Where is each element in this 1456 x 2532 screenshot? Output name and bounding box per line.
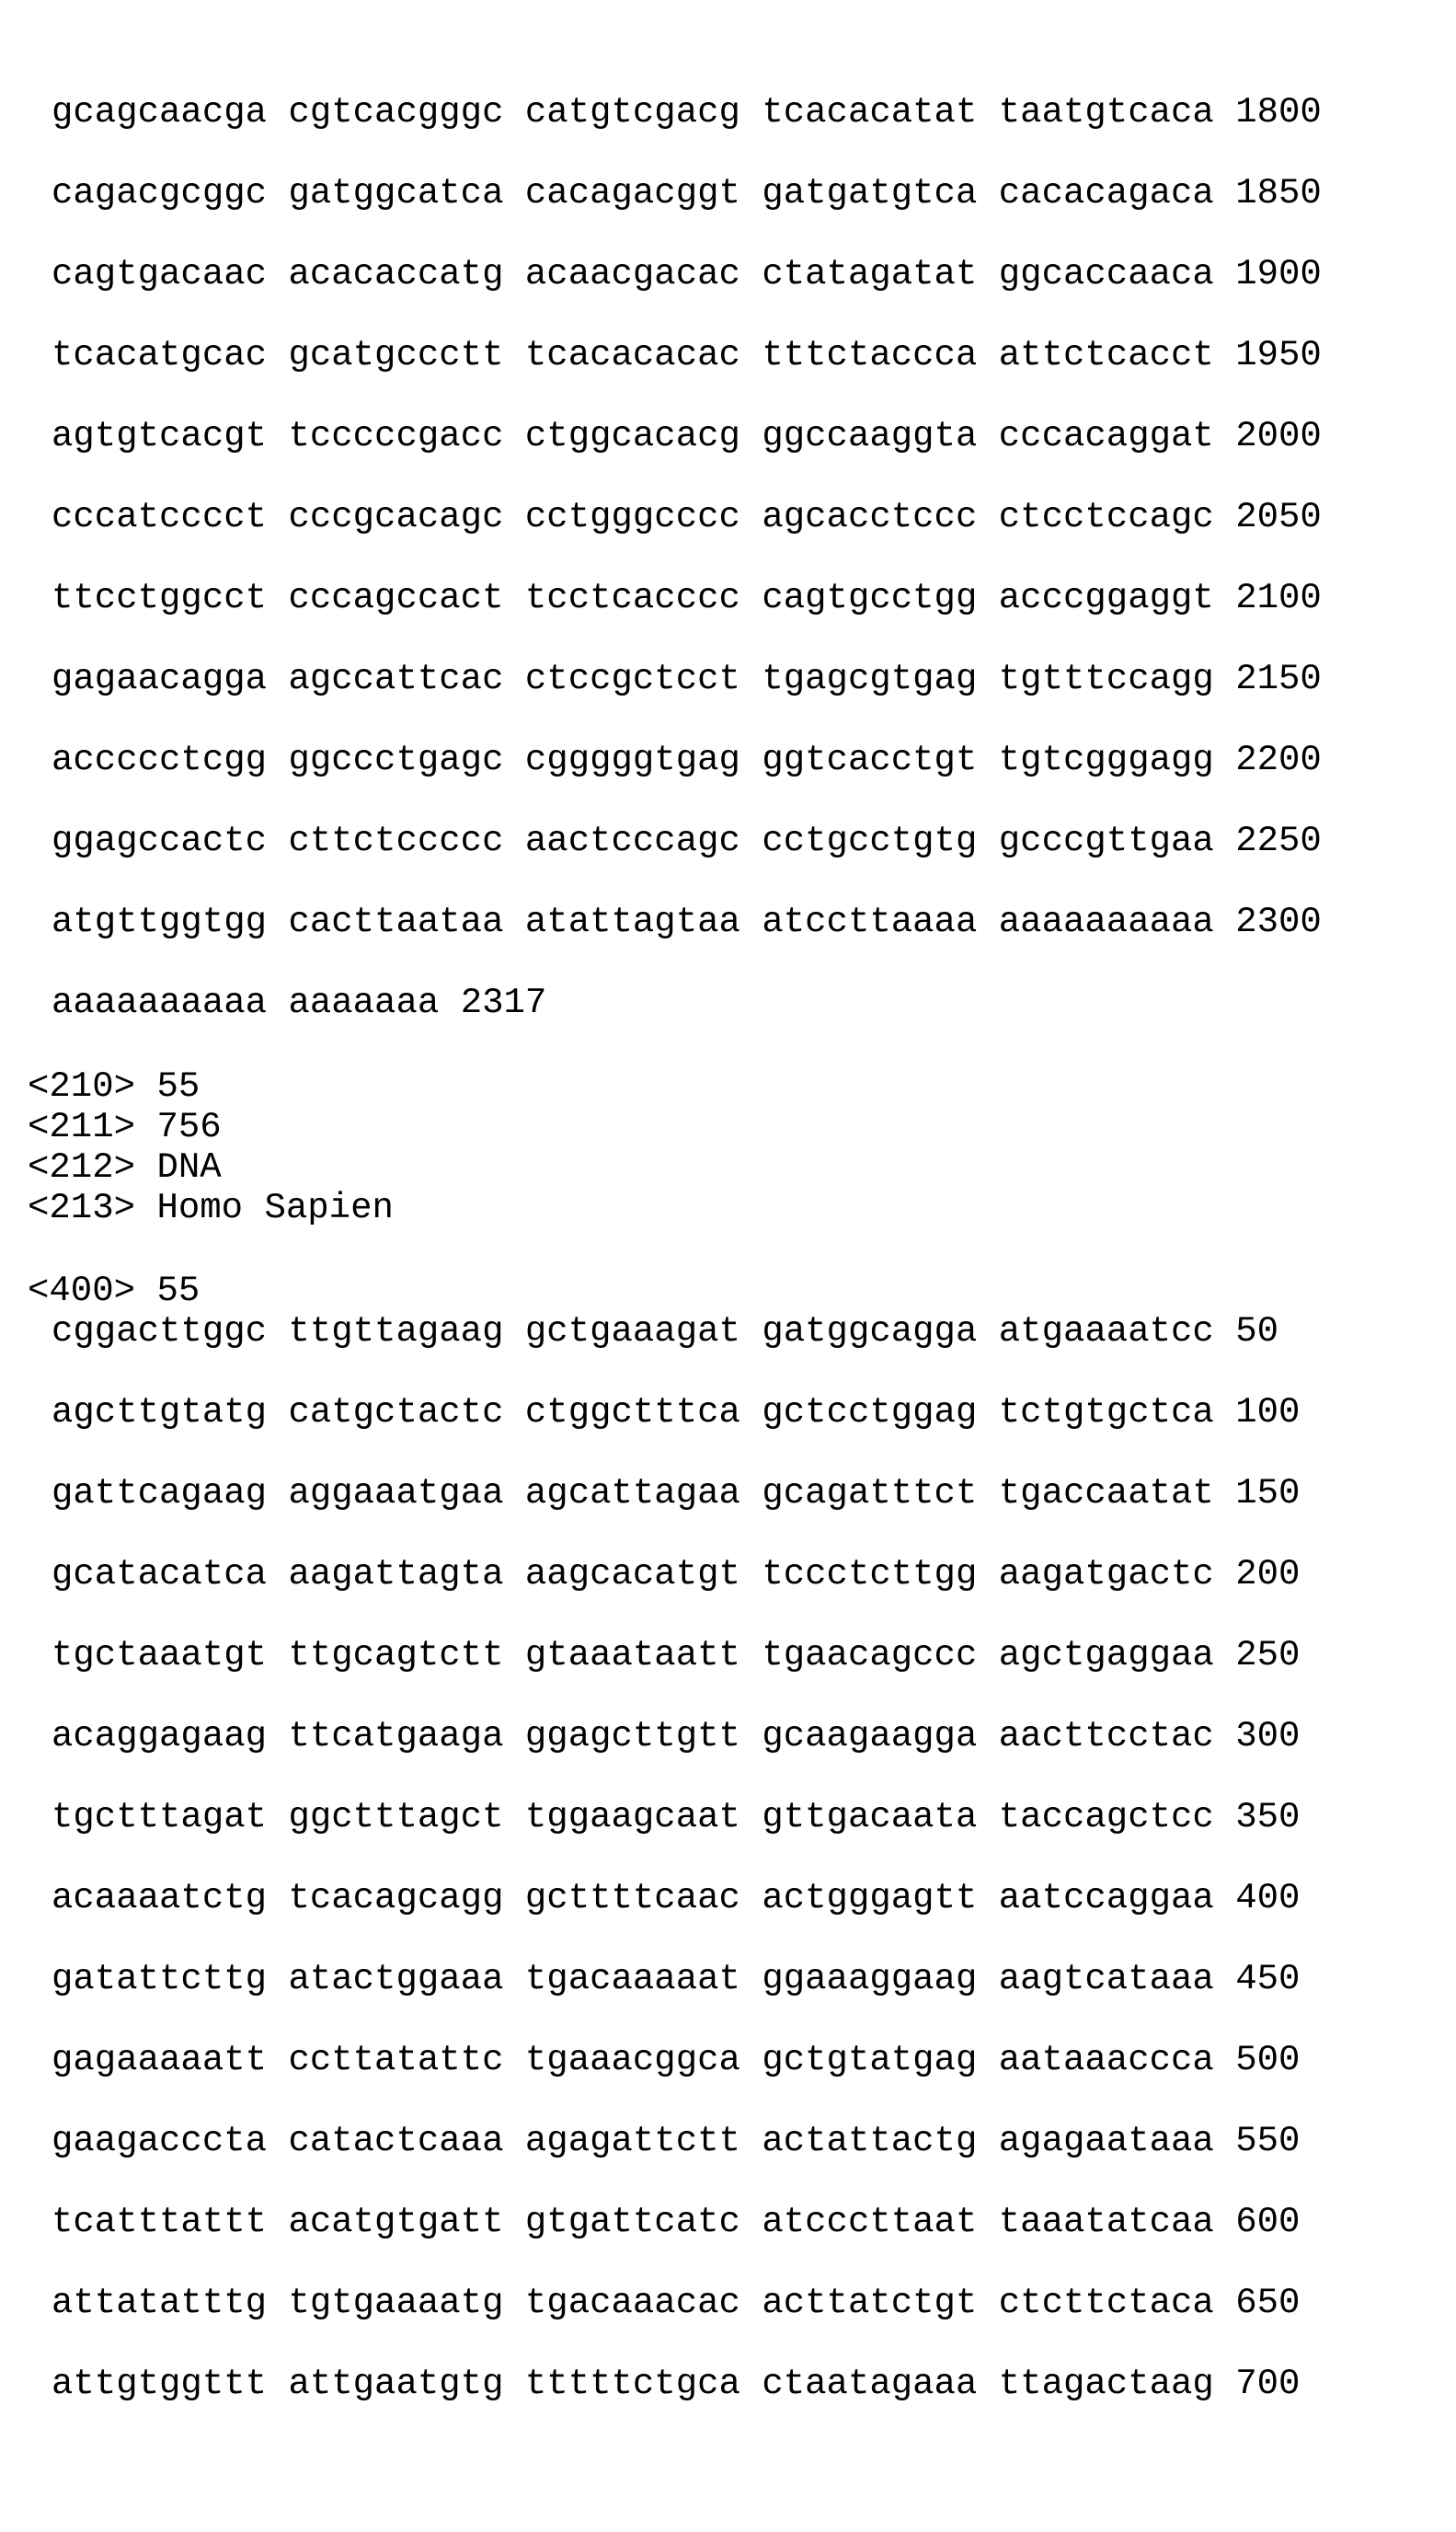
position-number: 2250	[1235, 821, 1322, 861]
field-tag: <400>	[28, 1271, 135, 1311]
sequence-text: gcatacatca aagattagta aagcacatgt tccctcttgg aagatgactc	[52, 1554, 1214, 1594]
sequence-text: ggagccactc cttctccccc aactcccagc cctgcctgtg gcccgttgaa	[52, 821, 1214, 861]
sequence-line	[52, 396, 1456, 477]
position-number: 2200	[1235, 740, 1322, 780]
sequence-line	[52, 1939, 1456, 2020]
sequence-line	[52, 1696, 1456, 1777]
sequence-text: aaaaaaaaaa aaaaaaa	[52, 983, 439, 1023]
sequence-line	[52, 72, 1456, 153]
sequence-text: tcatttattt acatgtgatt gtgattcatc atcccttaat taaatatcaa	[52, 2202, 1214, 2242]
sequence-text: tgctttagat ggctttagct tggaagcaat gttgacaata taccagctcc	[52, 1797, 1214, 1837]
position-number: 600	[1235, 2202, 1300, 2242]
position-number: 1800	[1235, 92, 1322, 132]
sequence-line	[52, 800, 1456, 881]
position-number: 700	[1235, 2364, 1300, 2404]
sequence-line	[52, 1615, 1456, 1696]
sequence-line	[52, 477, 1456, 558]
position-number: 2300	[1235, 902, 1322, 942]
sequence-text: tgctaaatgt ttgcagtctt gtaaataatt tgaacagccc agctgaggaa	[52, 1635, 1214, 1675]
field-tag: <210>	[28, 1066, 135, 1107]
sequence-line	[52, 639, 1456, 719]
field-tag: <213>	[28, 1188, 135, 1228]
sequence-line	[52, 719, 1456, 800]
sequence-text: attatatttg tgtgaaaatg tgacaaacac acttatctgt ctcttctaca	[52, 2283, 1214, 2323]
field-tag: <212>	[28, 1147, 135, 1188]
sequence-text: gattcagaag aggaaatgaa agcattagaa gcagatttct tgaccaatat	[52, 1473, 1214, 1513]
field-length	[28, 1107, 1456, 1147]
sequence-text: cagacgcggc gatggcatca cacagacggt gatgatgtca cacacagaca	[52, 173, 1214, 213]
sequence-text: gatattcttg atactggaaa tgacaaaaat ggaaaggaag aagtcataaa	[52, 1959, 1214, 1999]
position-number: 1900	[1235, 254, 1322, 294]
position-number: 350	[1235, 1797, 1300, 1837]
position-number: 2050	[1235, 497, 1322, 537]
position-number: 2100	[1235, 578, 1322, 618]
position-number: 1850	[1235, 173, 1322, 213]
sequence-line	[52, 881, 1456, 962]
position-number: 50	[1235, 1311, 1278, 1352]
position-number: 1950	[1235, 335, 1322, 375]
position-number: 2317	[461, 983, 547, 1023]
field-organism	[28, 1188, 1456, 1228]
sequence-text: gagaacagga agccattcac ctccgctcct tgagcgtgag tgtttccagg	[52, 659, 1214, 699]
sequence-text: gagaaaaatt ccttatattc tgaaacggca gctgtatgag aataaaccca	[52, 2040, 1214, 2080]
position-number: 200	[1235, 1554, 1300, 1594]
entry-metadata	[0, 1066, 1456, 1228]
position-number: 100	[1235, 1392, 1300, 1433]
position-number: 650	[1235, 2283, 1300, 2323]
sequence-line	[52, 2262, 1456, 2343]
sequence-line	[52, 153, 1456, 234]
sequence-text: cccatcccct cccgcacagc cctgggcccc agcacctccc ctcctccagc	[52, 497, 1214, 537]
sequence-line	[52, 1858, 1456, 1939]
sequence-line	[52, 1777, 1456, 1858]
sequence-text: acaaaatctg tcacagcagg gcttttcaac actgggagtt aatccaggaa	[52, 1878, 1214, 1918]
sequence-text: atgttggtgg cacttaataa atattagtaa atccttaaaa aaaaaaaaaa	[52, 902, 1214, 942]
sequence-line	[52, 1534, 1456, 1615]
sequence-line	[52, 2020, 1456, 2100]
field-tag: <211>	[28, 1107, 135, 1147]
sequence-line	[52, 962, 1456, 1043]
position-number: 550	[1235, 2121, 1300, 2161]
sequence-line	[52, 2181, 1456, 2262]
sequence-text: cggacttggc ttgttagaag gctgaaagat gatggcagga atgaaaatcc	[52, 1311, 1214, 1352]
sequence-line	[52, 2343, 1456, 2424]
position-number: 250	[1235, 1635, 1300, 1675]
sequence-text: ttcctggcct cccagccact tcctcacccc cagtgcctgg acccggaggt	[52, 578, 1214, 618]
sequence-text: attgtggttt attgaatgtg tttttctgca ctaatagaaa ttagactaag	[52, 2364, 1214, 2404]
sequence-text: agtgtcacgt tcccccgacc ctggcacacg ggccaaggta cccacaggat	[52, 416, 1214, 456]
sequence-text: accccctcgg ggccctgagc cgggggtgag ggtcacctgt tgtcgggagg	[52, 740, 1214, 780]
sequence-text: cagtgacaac acacaccatg acaacgacac ctatagatat ggcaccaaca	[52, 254, 1214, 294]
field-value: DNA	[156, 1147, 221, 1188]
position-number: 300	[1235, 1716, 1300, 1756]
sequence-continuation-block	[0, 72, 1456, 1043]
position-number: 400	[1235, 1878, 1300, 1918]
sequence-text: acaggagaag ttcatgaaga ggagcttgtt gcaagaagga aacttcctac	[52, 1716, 1214, 1756]
sequence-block	[0, 1291, 1456, 2424]
sequence-text: agcttgtatg catgctactc ctggctttca gctcctggag tctgtgctca	[52, 1392, 1214, 1433]
sequence-text: gcagcaacga cgtcacgggc catgtcgacg tcacacatat taatgtcaca	[52, 92, 1214, 132]
field-value: 756	[156, 1107, 221, 1147]
field-value: 55	[156, 1066, 200, 1107]
sequence-line	[52, 315, 1456, 396]
sequence-line	[52, 234, 1456, 315]
sequence-listing-page	[0, 0, 1456, 2424]
position-number: 2000	[1235, 416, 1322, 456]
field-type	[28, 1147, 1456, 1188]
position-number: 500	[1235, 2040, 1300, 2080]
sequence-line	[52, 1453, 1456, 1534]
sequence-line	[52, 2100, 1456, 2181]
field-value: 55	[156, 1271, 200, 1311]
sequence-text: gaagacccta catactcaaa agagattctt actattactg agagaataaa	[52, 2121, 1214, 2161]
field-seq-id	[28, 1066, 1456, 1107]
sequence-line	[52, 1372, 1456, 1453]
sequence-line	[52, 1291, 1456, 1372]
position-number: 450	[1235, 1959, 1300, 1999]
field-value: Homo Sapien	[156, 1188, 393, 1228]
position-number: 2150	[1235, 659, 1322, 699]
sequence-text: tcacatgcac gcatgccctt tcacacacac tttctaccca attctcacct	[52, 335, 1214, 375]
position-number: 150	[1235, 1473, 1300, 1513]
sequence-line	[52, 558, 1456, 639]
